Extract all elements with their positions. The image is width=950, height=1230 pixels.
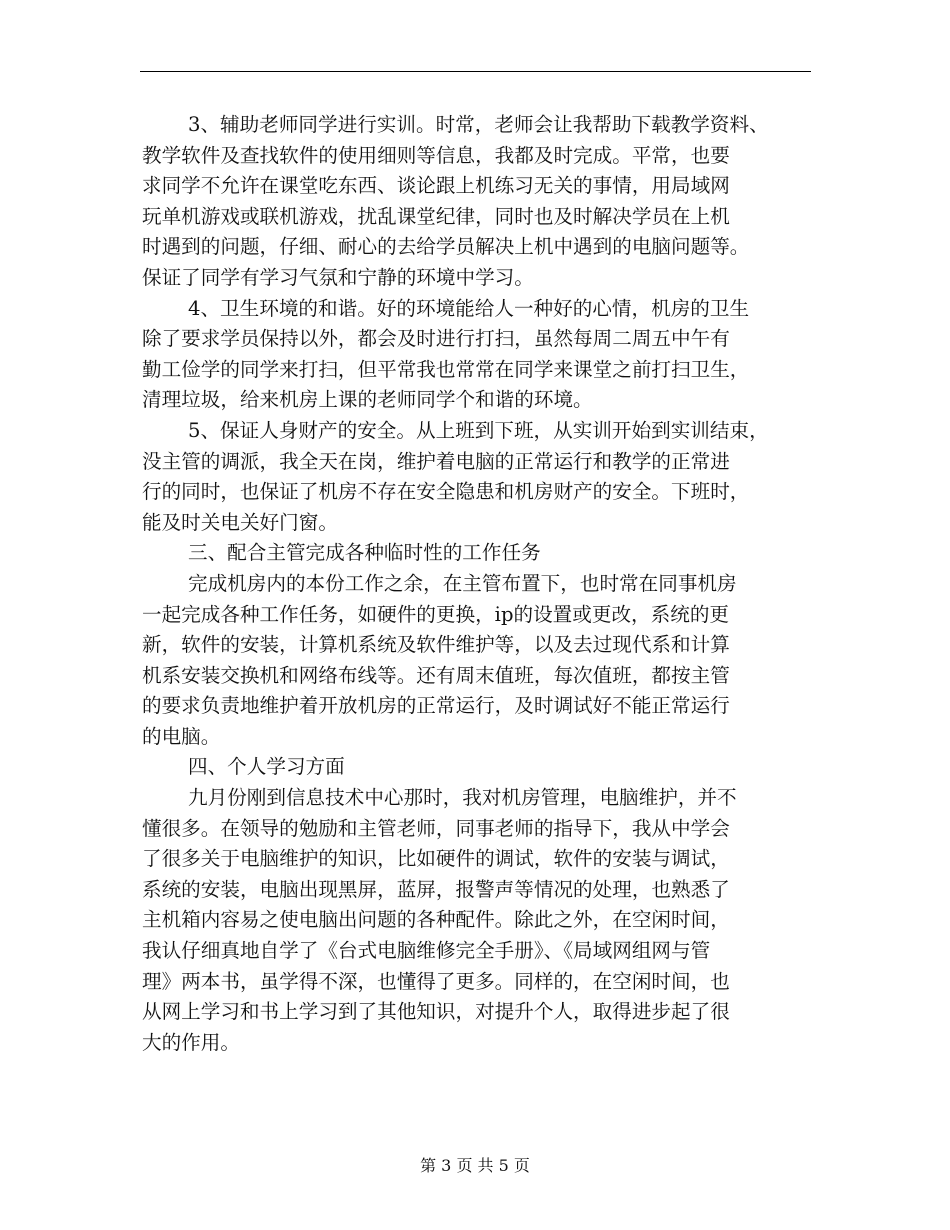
text-line: 保证了同学有学习气氛和宁静的环境中学习。 (142, 265, 534, 289)
text-line: 教学软件及查找软件的使用细则等信息，我都及时完成。平常，也要 (142, 143, 730, 167)
text-line: 除了要求学员保持以外，都会及时进行打扫，虽然每周二周五中午有 (142, 327, 730, 351)
body-text (142, 110, 822, 1058)
text-line: 系统的安装，电脑出现黑屏，蓝屏，报警声等情况的处理，也熟悉了 (142, 877, 730, 901)
text-line: 新，软件的安装，计算机系统及软件维护等，以及去过现代系和计算 (142, 633, 730, 657)
text-line: 玩单机游戏或联机游戏，扰乱课堂纪律，同时也及时解决学员在上机 (142, 204, 730, 228)
text-line: 一起完成各种工作任务，如硬件的更换，ip的设置或更改，系统的更 (142, 602, 730, 626)
text-line: 3、辅助老师同学进行实训。时常，老师会让我帮助下载教学资料、 (188, 113, 769, 136)
text-line: 行的同时，也保证了机房不存在安全隐患和机房财产的安全。下班时， (142, 480, 750, 504)
text-line: 勤工俭学的同学来打扫，但平常我也常常在同学来课堂之前打扫卫生， (142, 357, 750, 381)
text-line: 大的作用。 (142, 1030, 240, 1054)
text-line: 的要求负责地维护着开放机房的正常运行，及时调试好不能正常运行 (142, 694, 730, 718)
text-line: 理》两本书，虽学得不深，也懂得了更多。同样的，在空闲时间，也 (142, 969, 730, 993)
text-line: 能及时关电关好门窗。 (142, 510, 338, 534)
header-rule (140, 71, 811, 72)
text-line: 4、卫生环境的和谐。好的环境能给人一种好的心情，机房的卫生 (188, 296, 750, 320)
text-line: 九月份刚到信息技术中心那时，我对机房管理，电脑维护，并不 (188, 786, 737, 810)
text-line: 没主管的调派，我全天在岗，维护着电脑的正常运行和教学的正常进 (142, 449, 730, 473)
text-line: 求同学不允许在课堂吃东西、谈论跟上机练习无关的事情，用局域网 (142, 174, 730, 198)
text-line: 5、保证人身财产的安全。从上班到下班，从实训开始到实训结束， (188, 418, 769, 442)
text-line: 的电脑。 (142, 724, 221, 748)
text-line: 时遇到的问题，仔细、耐心的去给学员解决上机中遇到的电脑问题等。 (142, 235, 750, 259)
text-line: 主机箱内容易之使电脑出问题的各种配件。除此之外，在空闲时间， (142, 908, 730, 932)
text-line: 了很多关于电脑维护的知识，比如硬件的调试，软件的安装与调试， (142, 847, 730, 871)
text-line: 完成机房内的本份工作之余，在主管布置下，也时常在同事机房 (188, 571, 737, 595)
text-line: 懂很多。在领导的勉励和主管老师，同事老师的指导下，我从中学会 (142, 816, 730, 840)
text-line: 清理垃圾，给来机房上课的老师同学个和谐的环境。 (142, 388, 593, 412)
section-heading: 四、个人学习方面 (188, 755, 345, 779)
text-line: 机系安装交换机和网络布线等。还有周末值班，每次值班，都按主管 (142, 663, 730, 687)
page-number-footer: 第 3 页 共 5 页 (420, 1156, 530, 1175)
text-line: 我认仔细真地自学了《台式电脑维修完全手册》、《局域网组网与管 (142, 939, 711, 963)
text-line: 从网上学习和书上学习到了其他知识，对提升个人，取得进步起了很 (142, 1000, 730, 1024)
section-heading: 三、配合主管完成各种临时性的工作任务 (188, 541, 541, 565)
